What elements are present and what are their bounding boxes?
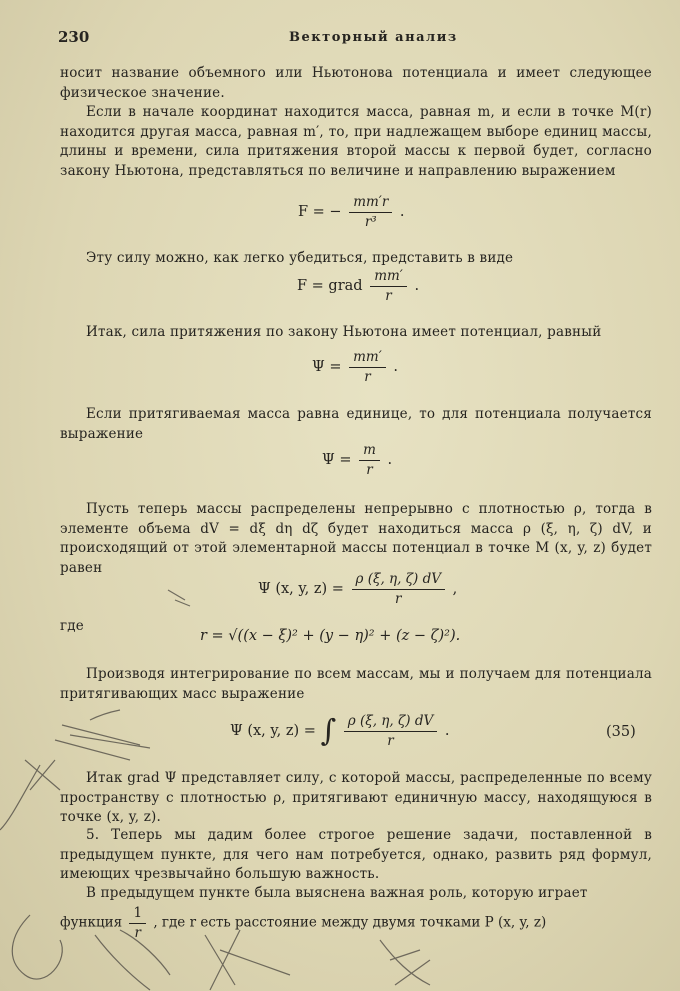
scribble-mark xyxy=(12,915,62,979)
formula-end: . xyxy=(444,723,450,739)
formula-volume-potential xyxy=(230,713,449,749)
fraction-denominator: r xyxy=(134,925,141,941)
fraction xyxy=(344,713,437,749)
formula-force-grad xyxy=(297,268,419,304)
formula-lhs: Ψ (x, y, z) = xyxy=(230,723,316,739)
fraction-denominator: r xyxy=(385,288,392,304)
formula-end: . xyxy=(393,359,398,375)
formula-lhs: Ψ = xyxy=(322,452,352,468)
scribble-mark xyxy=(168,590,190,606)
fraction xyxy=(349,349,386,385)
fraction-denominator: r xyxy=(387,733,394,749)
paragraph-10: 5. Теперь мы дадим более строгое решение задачи, поставленной в предыдущем пункте, для чего нам потребуется, однако, развить ряд формул, имеющих чрезвычайно большую важность. xyxy=(60,827,652,882)
paragraph-1: носит название объемного или Ньютонова потенциала и имеет следующее физическое значение. xyxy=(60,65,652,101)
formula-potential-unit xyxy=(322,442,392,478)
formula-lhs: F = grad xyxy=(297,278,363,294)
paragraph-where: где xyxy=(60,618,84,634)
fraction-denominator: r xyxy=(366,462,373,478)
fraction-numerator: m xyxy=(359,442,380,461)
formula-potential-mm xyxy=(312,349,398,385)
page-number: 230 xyxy=(58,28,90,46)
paragraph-5: Если притягиваемая масса равна единице, то для потенциала получается выражение xyxy=(60,406,652,442)
integral-sign: ∫ xyxy=(320,713,337,749)
formula-element-potential xyxy=(258,571,457,607)
fraction xyxy=(359,442,380,478)
formula-end: . xyxy=(414,278,420,294)
fraction-numerator: mm′r xyxy=(349,194,392,213)
fraction-denominator: r xyxy=(364,369,371,385)
formula-lhs: Ψ (x, y, z) = xyxy=(258,581,344,597)
fraction xyxy=(370,268,407,304)
fraction-denominator: r³ xyxy=(364,214,377,230)
fraction-numerator: mm′ xyxy=(370,268,407,287)
formula-force-newton xyxy=(298,194,405,230)
paragraph-2: Если в начале координат находится масса, равная m, и если в точке M(r) находится другая масса, равная m′, то, при надлежащем выборе единиц массы, длины и времени, сила притяжения второй массы к первой будет, согласно закону Ньютона, представляться по величине и направлению выражением xyxy=(60,104,652,179)
fraction xyxy=(352,571,445,607)
equation-number: (35) xyxy=(606,724,636,740)
formula-end: , xyxy=(452,581,458,597)
paragraph-3: Эту силу можно, как легко убедиться, представить в виде xyxy=(86,250,514,266)
formula-end: . xyxy=(387,452,393,468)
formula-lhs: Ψ = xyxy=(312,359,342,375)
formula-distance: r = √((x − ξ)² + (y − η)² + (z − ζ)²). xyxy=(200,628,461,644)
scribble-mark xyxy=(90,710,120,720)
fraction-denominator: r xyxy=(395,591,402,607)
paragraph-9: Итак grad Ψ представляет силу, с которой массы, распределенные по всему пространству с плотностью ρ, притягивают единичную массу, находящуюся в точке (x, y, z). xyxy=(60,770,652,825)
paragraph-11: В предыдущем пункте была выяснена важная роль, которую играет xyxy=(86,885,588,901)
fraction-numerator: 1 xyxy=(129,905,146,924)
fraction-numerator: mm′ xyxy=(349,349,386,368)
scribble-mark xyxy=(380,940,430,985)
fraction xyxy=(349,194,392,230)
scribble-mark xyxy=(55,725,150,760)
fraction-numerator: ρ (ξ, η, ζ) dV xyxy=(344,713,437,732)
scribble-mark xyxy=(0,760,60,830)
paragraph-6: Пусть теперь массы распределены непрерывно с плотностью ρ, тогда в элементе объема dV = dξ dη dζ будет находиться масса ρ (ξ, η, ζ) dV, и происходящий от этой элементарной массы потенциал в точке M (x, y, z) будет равен xyxy=(60,501,652,576)
formula-end: . xyxy=(399,204,405,220)
paragraph-4: Итак, сила притяжения по закону Ньютона имеет потенциал, равный xyxy=(86,324,602,340)
last-line-lead: функция xyxy=(60,914,123,931)
formula-lhs: F = − xyxy=(298,204,342,220)
fraction xyxy=(129,905,146,941)
last-line-tail: , где r есть расстояние между двумя точками P (x, y, z) xyxy=(153,914,547,931)
running-head: Векторный анализ xyxy=(289,30,458,45)
last-line xyxy=(60,905,546,941)
paragraph-8: Производя интегрирование по всем массам, мы и получаем для потенциала притягивающих масс выражение xyxy=(60,666,652,702)
fraction-numerator: ρ (ξ, η, ζ) dV xyxy=(352,571,445,590)
